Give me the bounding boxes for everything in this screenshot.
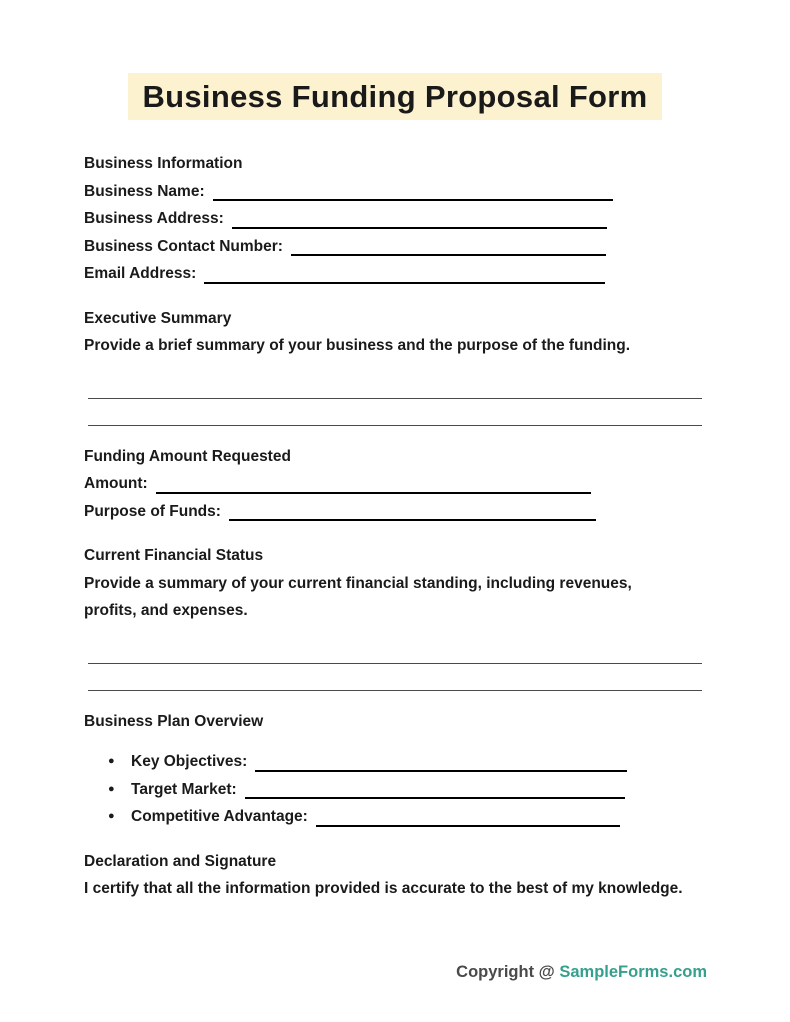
form-body: [84, 150, 706, 903]
funding-amount-heading: Funding Amount Requested: [84, 447, 291, 465]
field-label: Target Market:: [131, 780, 237, 798]
bullet-icon: ●: [108, 810, 115, 823]
brand-link[interactable]: SampleForms.com: [559, 963, 707, 981]
fill-line: [232, 227, 607, 229]
fill-line: [213, 199, 613, 201]
field-label: Email Address:: [84, 265, 197, 283]
title-area: [0, 0, 790, 120]
field-email-address: [84, 260, 605, 288]
field-label: Competitive Advantage:: [131, 808, 308, 826]
financial-status-instruction: Provide a summary of your current financial standing, including revenues, profits, and expenses.: [84, 574, 632, 620]
copyright-text: Copyright @: [456, 963, 555, 981]
bullet-competitive-advantage: [108, 803, 620, 831]
fill-line: [156, 492, 591, 494]
field-purpose-of-funds: [84, 498, 596, 526]
declaration-section: [84, 848, 706, 903]
business-plan-section: [84, 708, 706, 831]
bullet-key-objectives: [108, 748, 627, 776]
bullet-icon: ●: [108, 755, 115, 768]
business-plan-heading: Business Plan Overview: [84, 712, 264, 730]
fill-line: [204, 282, 605, 284]
field-label: Business Address:: [84, 210, 224, 228]
form-title: Business Funding Proposal Form: [128, 73, 661, 120]
bullet-target-market: [108, 776, 625, 804]
field-label: Purpose of Funds:: [84, 502, 221, 520]
field-business-address: [84, 205, 607, 233]
field-label: Business Name:: [84, 182, 205, 200]
answer-line: [88, 637, 702, 664]
declaration-heading: Declaration and Signature: [84, 852, 277, 870]
field-label: Amount:: [84, 475, 148, 493]
fill-line: [229, 519, 596, 521]
field-amount: [84, 470, 591, 498]
fill-line: [316, 825, 620, 827]
executive-summary-heading: Executive Summary: [84, 309, 232, 327]
spacer: [84, 735, 706, 748]
field-label: Business Contact Number:: [84, 237, 283, 255]
field-label: Key Objectives:: [131, 753, 248, 771]
executive-summary-section: [84, 305, 706, 426]
answer-lines: [88, 372, 702, 426]
financial-status-section: [84, 542, 706, 691]
funding-amount-section: [84, 443, 706, 526]
fill-line: [245, 797, 625, 799]
fill-line: [255, 770, 627, 772]
business-information-section: [84, 150, 706, 288]
footer: [456, 963, 707, 982]
answer-line: [88, 399, 702, 426]
fill-line: [291, 254, 606, 256]
business-information-heading: Business Information: [84, 155, 243, 173]
answer-lines: [88, 637, 702, 691]
field-business-contact-number: [84, 233, 606, 261]
executive-summary-instruction: Provide a brief summary of your business and the purpose of the funding.: [84, 337, 631, 355]
bullet-icon: ●: [108, 782, 115, 795]
financial-status-heading: Current Financial Status: [84, 547, 264, 565]
declaration-text: I certify that all the information provided is accurate to the best of my knowledge.: [84, 880, 683, 898]
answer-line: [88, 664, 702, 691]
field-business-name: [84, 178, 613, 206]
answer-line: [88, 372, 702, 399]
